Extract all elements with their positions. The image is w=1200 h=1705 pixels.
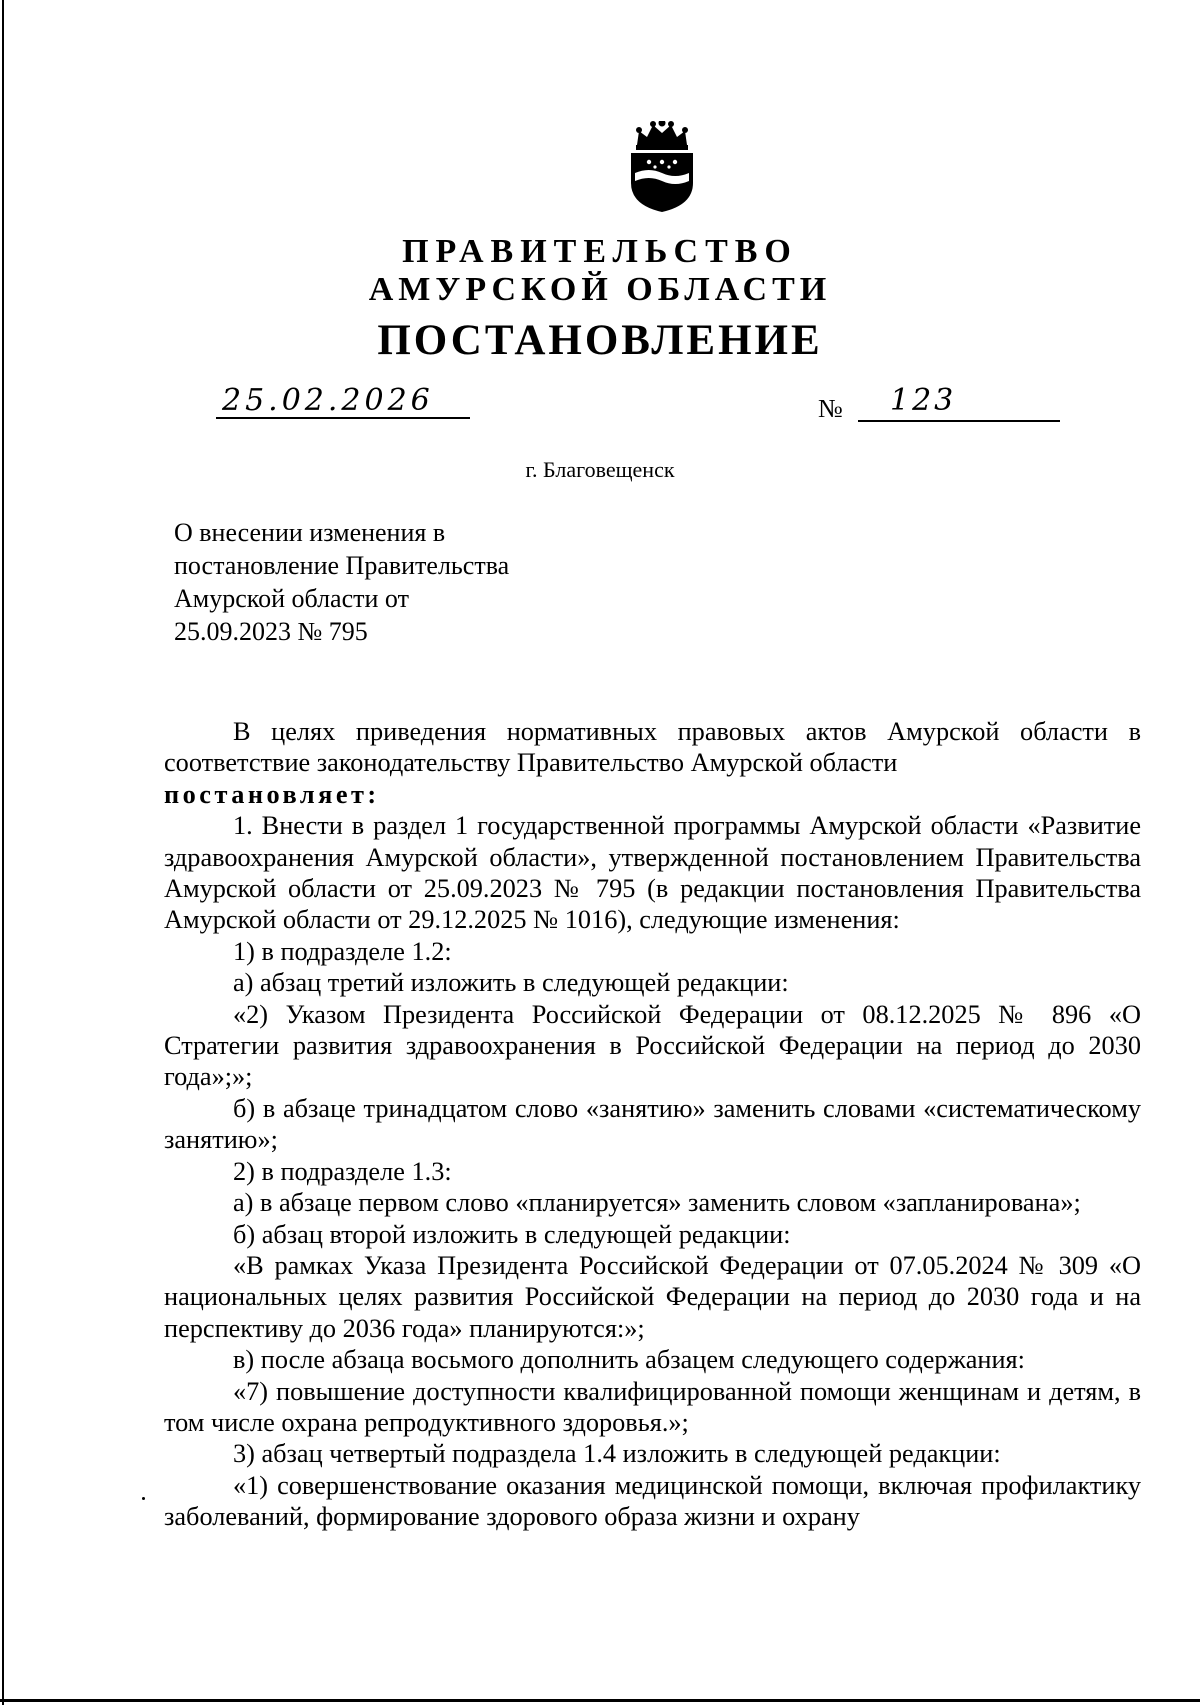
- subject-line: 25.09.2023 № 795: [174, 617, 368, 646]
- document-body: [164, 716, 1141, 1533]
- body-paragraph: «7) повышение доступности квалифицированной помощи женщинам и детям, в том числе охрана репродуктивного здоровья.»;: [164, 1376, 1141, 1437]
- document-number: 123: [890, 383, 957, 418]
- subject-line: Амурской области от: [174, 584, 409, 613]
- body-paragraph: б) абзац второй изложить в следующей редакции:: [233, 1219, 791, 1249]
- document-type-heading: ПОСТАНОВЛЕНИЕ: [377, 317, 823, 364]
- body-paragraph: «2) Указом Президента Российской Федерации от 08.12.2025 № 896 «О Стратегии развития здравоохранения в Российской Федерации на период до 2030 года»;»;: [164, 999, 1141, 1092]
- decree-word: постановляет:: [164, 779, 380, 809]
- subject-line: постановление Правительства: [174, 551, 510, 580]
- body-paragraph: 1) в подразделе 1.2:: [233, 936, 452, 966]
- body-paragraph: «1) совершенствование оказания медицинской помощи, включая профилактику заболеваний, формирование здорового образа жизни и охрану: [164, 1470, 1141, 1532]
- amur-region-coat-of-arms-icon: [623, 121, 701, 213]
- body-paragraph: 1. Внести в раздел 1 государственной программы Амурской области «Развитие здравоохранения Амурской области», утвержденной постановлением Правительства Амурской области от 25.09.2023 № 795 (в редакции постановления Правительства Амурской области от 29.12.2025 № 1016), следующие изменения:: [164, 811, 1141, 935]
- region-heading: АМУРСКОЙ ОБЛАСТИ: [368, 271, 832, 308]
- subject-line: О внесении изменения в: [174, 518, 446, 547]
- government-heading: ПРАВИТЕЛЬСТВО: [402, 233, 798, 270]
- document-date: 25.02.2026: [222, 383, 434, 418]
- number-underline: [858, 389, 1060, 422]
- document-subject: [174, 516, 574, 648]
- body-paragraph: в) после абзаца восьмого дополнить абзацем следующего содержания:: [233, 1345, 1025, 1375]
- city-label: г. Благовещенск: [525, 457, 675, 482]
- body-paragraph: «В рамках Указа Президента Российской Федерации от 07.05.2024 № 309 «О национальных целях развития Российской Федерации на период до 2030 года и на перспективу до 2036 года» планируются:»;: [164, 1250, 1141, 1343]
- scan-speck: [142, 1497, 145, 1500]
- number-sign: №: [818, 394, 843, 423]
- body-paragraph: б) в абзаце тринадцатом слово «занятию» заменить словами «систематическому занятию»;: [164, 1093, 1141, 1155]
- body-paragraph: а) в абзаце первом слово «планируется» заменить словом «запланирована»;: [233, 1188, 1081, 1218]
- body-paragraph: 2) в подразделе 1.3:: [233, 1156, 452, 1186]
- body-paragraph: а) абзац третий изложить в следующей редакции:: [233, 968, 789, 998]
- preamble-paragraph: В целях приведения нормативных правовых актов Амурской области в соответствие законодательству Правительство Амурской области: [164, 717, 1141, 778]
- scan-border-bottom: [0, 1699, 1200, 1702]
- body-paragraph: 3) абзац четвертый подраздела 1.4 изложить в следующей редакции:: [233, 1439, 1001, 1469]
